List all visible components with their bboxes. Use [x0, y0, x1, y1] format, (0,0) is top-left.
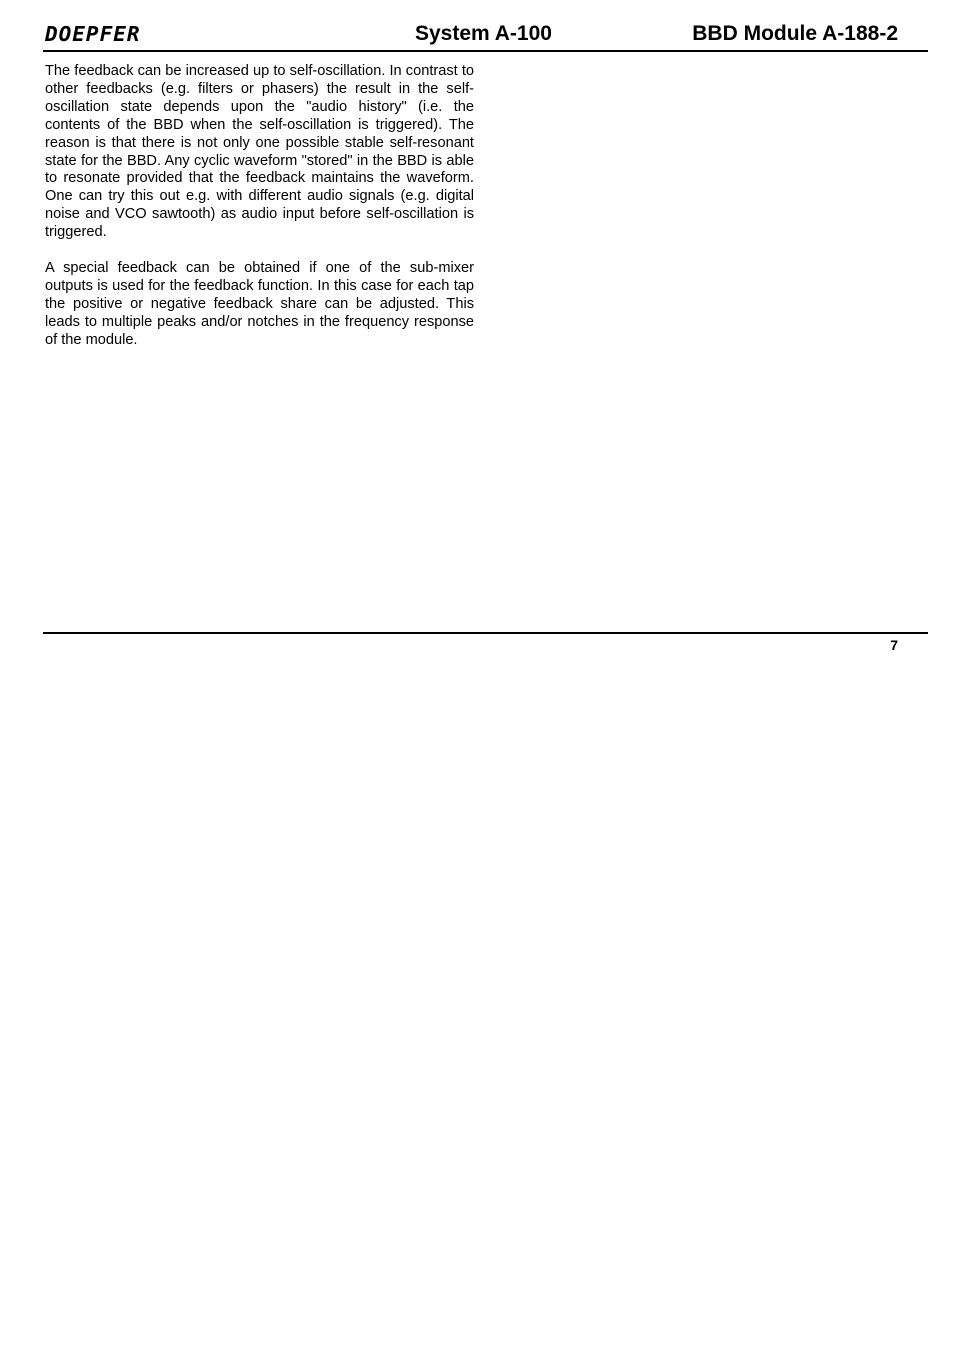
page-number: 7 — [890, 637, 898, 653]
module-title: BBD Module A-188-2 — [692, 22, 898, 45]
paragraph-self-oscillation: The feedback can be increased up to self-oscillation. In contrast to other feedbacks (e.g. filters or phasers) the result in the self-oscillation state depends upon the "audio history" (i.e. the contents of the BBD when the self-oscillation is triggered). The reason is that there is not only one possible stable self-resonant state for the BBD. Any cyclic waveform "stored" in the BBD is able to resonate provided that the feedback maintains the waveform. One can try this out e.g. with different audio signals (e.g. digital noise and VCO sawtooth) as audio input before self-oscillation is triggered. — [45, 63, 474, 241]
doepfer-logo: DOEPFER — [45, 23, 141, 46]
body-text — [45, 63, 474, 368]
footer-divider — [43, 632, 928, 634]
paragraph-special-feedback: A special feedback can be obtained if one of the sub-mixer outputs is used for the feedback function. In this case for each tap the positive or negative feedback share can be adjusted. This leads to multiple peaks and/or notches in the frequency response of the module. — [45, 260, 474, 348]
page-header — [43, 20, 928, 52]
system-title: System A-100 — [415, 22, 552, 45]
